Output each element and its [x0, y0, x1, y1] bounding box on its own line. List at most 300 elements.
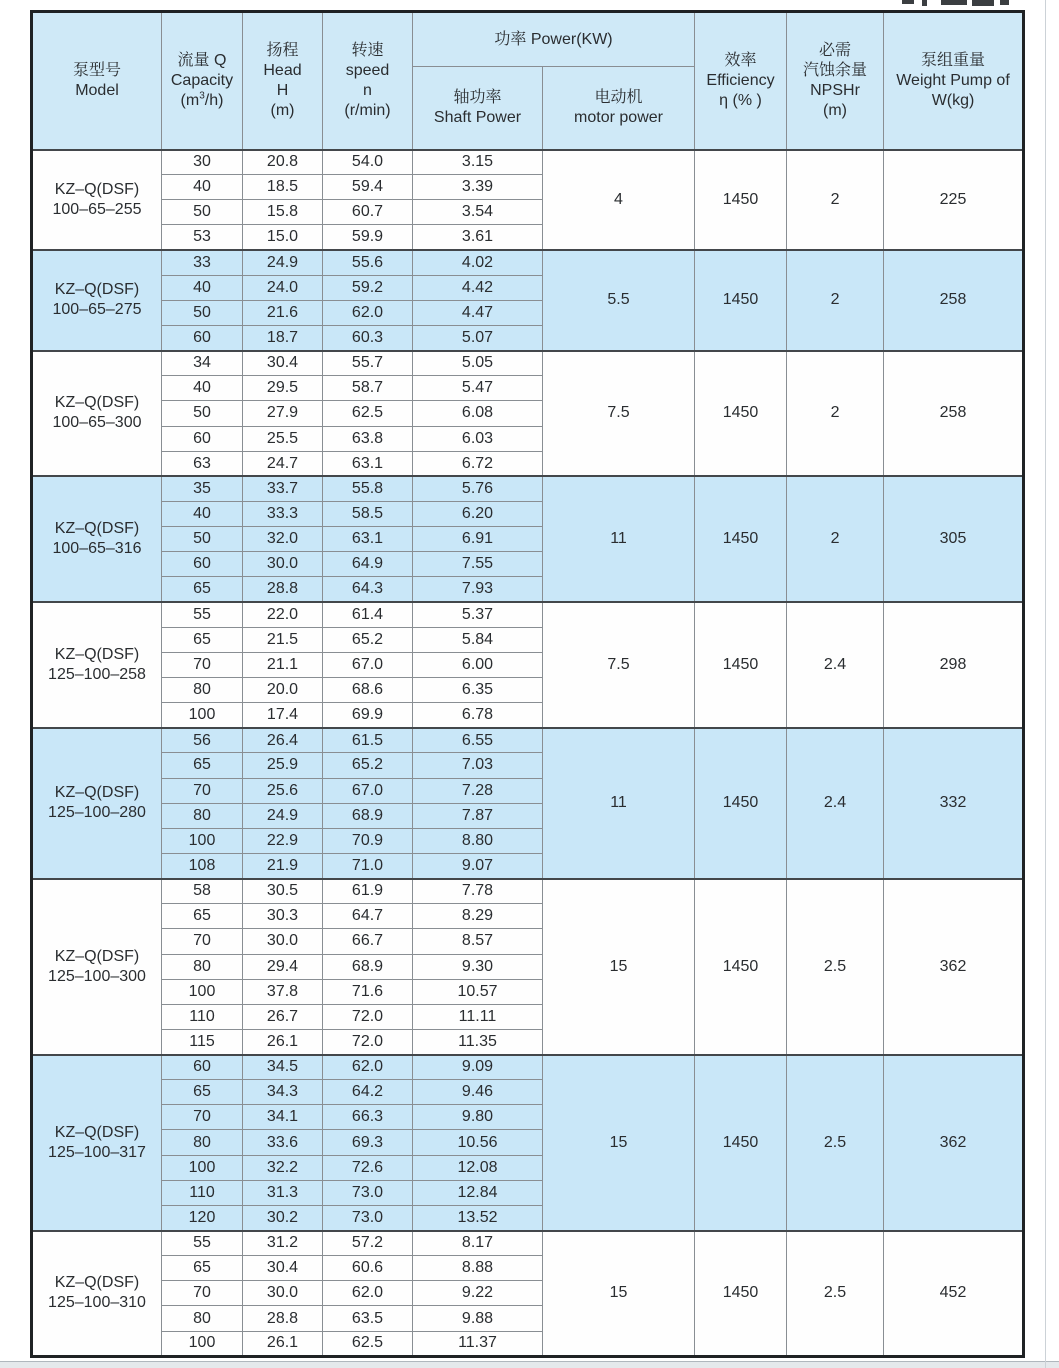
capacity-cell: 35 — [162, 476, 243, 501]
cropped-text-fragment — [902, 0, 1052, 8]
npshr-cell: 2 — [787, 476, 884, 602]
capacity-cell: 108 — [162, 853, 243, 878]
npshr-cell: 2.5 — [787, 1055, 884, 1231]
speed-cell: 71.6 — [323, 979, 413, 1004]
motor-power-cell: 15 — [543, 879, 695, 1055]
table-row — [32, 250, 1024, 275]
shaft-power-cell: 5.37 — [413, 602, 543, 627]
speed-cell: 58.7 — [323, 376, 413, 401]
head-cell: 30.0 — [243, 1281, 323, 1306]
shaft-power-cell: 6.35 — [413, 677, 543, 702]
model-line: 100–65–275 — [52, 301, 142, 319]
npshr-cell: 2.5 — [787, 1231, 884, 1357]
head-cell: 24.0 — [243, 275, 323, 300]
capacity-cell: 50 — [162, 401, 243, 426]
model-line: 125–100–258 — [48, 665, 146, 683]
shaft-power-cell: 6.03 — [413, 426, 543, 451]
head-cell: 31.3 — [243, 1180, 323, 1205]
shaft-power-cell: 8.17 — [413, 1231, 543, 1256]
capacity-cell: 34 — [162, 351, 243, 376]
npshr-cell: 2.4 — [787, 728, 884, 879]
col-header-weight-zh: 泵组重量 — [921, 51, 986, 69]
shaft-power-cell: 3.15 — [413, 150, 543, 175]
speed-cell: 65.2 — [323, 753, 413, 778]
capacity-cell: 65 — [162, 904, 243, 929]
speed-cell: 55.8 — [323, 476, 413, 501]
shaft-power-cell: 12.08 — [413, 1155, 543, 1180]
head-cell: 20.0 — [243, 677, 323, 702]
speed-cell: 69.9 — [323, 703, 413, 728]
page-bottom-strip — [0, 1361, 1059, 1368]
shaft-power-cell: 11.37 — [413, 1331, 543, 1356]
shaft-power-cell: 7.55 — [413, 552, 543, 577]
capacity-cell: 70 — [162, 778, 243, 803]
head-cell: 34.5 — [243, 1055, 323, 1080]
col-header-capacity-en: Capacity — [170, 71, 234, 89]
capacity-cell: 110 — [162, 1180, 243, 1205]
shaft-power-cell: 9.07 — [413, 853, 543, 878]
head-cell: 30.3 — [243, 904, 323, 929]
head-cell: 21.6 — [243, 300, 323, 325]
speed-cell: 61.4 — [323, 602, 413, 627]
speed-cell: 54.0 — [323, 150, 413, 175]
model-line: 125–100–310 — [48, 1294, 146, 1312]
table-row — [32, 351, 1024, 376]
capacity-cell: 58 — [162, 879, 243, 904]
efficiency-cell: 1450 — [695, 476, 787, 602]
head-cell: 37.8 — [243, 979, 323, 1004]
speed-cell: 61.9 — [323, 879, 413, 904]
weight-cell: 225 — [884, 150, 1024, 251]
speed-cell: 64.7 — [323, 904, 413, 929]
weight-cell: 452 — [884, 1231, 1024, 1357]
weight-cell: 362 — [884, 879, 1024, 1055]
head-cell: 17.4 — [243, 703, 323, 728]
capacity-cell: 100 — [162, 828, 243, 853]
head-cell: 18.7 — [243, 325, 323, 350]
col-header-power-group: 功率 Power(KW) — [413, 12, 695, 67]
shaft-power-cell: 7.03 — [413, 753, 543, 778]
capacity-cell: 80 — [162, 677, 243, 702]
npshr-cell: 2.4 — [787, 602, 884, 728]
capacity-cell: 70 — [162, 1281, 243, 1306]
shaft-power-cell: 7.28 — [413, 778, 543, 803]
motor-power-cell: 5.5 — [543, 250, 695, 351]
head-cell: 30.2 — [243, 1205, 323, 1230]
speed-cell: 69.3 — [323, 1130, 413, 1155]
capacity-cell: 100 — [162, 1331, 243, 1356]
capacity-cell: 65 — [162, 753, 243, 778]
col-header-efficiency-en: Efficiency — [706, 71, 775, 89]
speed-cell: 55.7 — [323, 351, 413, 376]
shaft-power-cell: 3.54 — [413, 200, 543, 225]
head-cell: 24.7 — [243, 451, 323, 476]
capacity-cell: 70 — [162, 1105, 243, 1130]
efficiency-cell: 1450 — [695, 1231, 787, 1357]
capacity-cell: 65 — [162, 577, 243, 602]
head-cell: 30.4 — [243, 351, 323, 376]
capacity-cell: 50 — [162, 527, 243, 552]
efficiency-cell: 1450 — [695, 728, 787, 879]
speed-cell: 59.4 — [323, 175, 413, 200]
speed-cell: 70.9 — [323, 828, 413, 853]
efficiency-cell: 1450 — [695, 602, 787, 728]
capacity-cell: 60 — [162, 426, 243, 451]
col-header-motor-en: motor power — [574, 108, 663, 126]
model-cell — [32, 351, 162, 477]
capacity-cell: 30 — [162, 150, 243, 175]
table-row — [32, 150, 1024, 175]
col-header-speed-symbol: n — [363, 81, 372, 99]
capacity-cell: 40 — [162, 175, 243, 200]
model-cell — [32, 1055, 162, 1231]
speed-cell: 64.2 — [323, 1080, 413, 1105]
speed-cell: 72.0 — [323, 1004, 413, 1029]
shaft-power-cell: 6.55 — [413, 728, 543, 753]
shaft-power-cell: 5.76 — [413, 476, 543, 501]
capacity-cell: 40 — [162, 376, 243, 401]
head-cell: 33.3 — [243, 501, 323, 526]
head-cell: 33.7 — [243, 476, 323, 501]
head-cell: 34.3 — [243, 1080, 323, 1105]
efficiency-cell: 1450 — [695, 250, 787, 351]
capacity-cell: 65 — [162, 1080, 243, 1105]
capacity-cell: 100 — [162, 979, 243, 1004]
model-line: KZ–Q(DSF) — [54, 394, 140, 412]
table-header — [32, 12, 1024, 150]
col-header-model-zh: 泵型号 — [72, 61, 121, 79]
weight-cell: 258 — [884, 250, 1024, 351]
capacity-cell: 50 — [162, 300, 243, 325]
speed-cell: 66.7 — [323, 929, 413, 954]
capacity-cell: 100 — [162, 1155, 243, 1180]
capacity-cell: 55 — [162, 1231, 243, 1256]
head-cell: 33.6 — [243, 1130, 323, 1155]
shaft-power-cell: 4.02 — [413, 250, 543, 275]
shaft-power-cell: 9.80 — [413, 1105, 543, 1130]
col-header-speed — [323, 12, 413, 150]
head-cell: 26.4 — [243, 728, 323, 753]
efficiency-cell: 1450 — [695, 879, 787, 1055]
col-header-shaft-zh: 轴功率 — [453, 88, 502, 106]
head-cell: 18.5 — [243, 175, 323, 200]
shaft-power-cell: 7.93 — [413, 577, 543, 602]
capacity-cell: 60 — [162, 1055, 243, 1080]
model-line: 100–65–255 — [52, 200, 142, 218]
head-cell: 27.9 — [243, 401, 323, 426]
col-header-capacity — [162, 12, 243, 150]
capacity-cell: 110 — [162, 1004, 243, 1029]
shaft-power-cell: 10.57 — [413, 979, 543, 1004]
capacity-cell: 80 — [162, 1130, 243, 1155]
efficiency-cell: 1450 — [695, 150, 787, 251]
model-line: KZ–Q(DSF) — [54, 1123, 140, 1141]
shaft-power-cell: 6.20 — [413, 501, 543, 526]
col-header-npshr-unit: (m) — [823, 101, 847, 119]
speed-cell: 71.0 — [323, 853, 413, 878]
model-line: KZ–Q(DSF) — [54, 180, 140, 198]
col-header-motor-zh: 电动机 — [594, 88, 643, 106]
capacity-cell: 63 — [162, 451, 243, 476]
table-row — [32, 476, 1024, 501]
speed-cell: 66.3 — [323, 1105, 413, 1130]
shaft-power-cell: 7.87 — [413, 803, 543, 828]
col-header-speed-zh: 转速 — [351, 41, 384, 59]
head-cell: 26.1 — [243, 1331, 323, 1356]
motor-power-cell: 7.5 — [543, 351, 695, 477]
motor-power-cell: 11 — [543, 728, 695, 879]
col-header-npshr-zh2: 汽蚀余量 — [803, 61, 868, 79]
head-cell: 21.5 — [243, 627, 323, 652]
speed-cell: 73.0 — [323, 1205, 413, 1230]
capacity-cell: 120 — [162, 1205, 243, 1230]
shaft-power-cell: 9.46 — [413, 1080, 543, 1105]
col-header-speed-en: speed — [345, 61, 390, 79]
col-header-shaft-en: Shaft Power — [433, 108, 522, 126]
model-cell — [32, 250, 162, 351]
npshr-cell: 2 — [787, 150, 884, 251]
head-cell: 31.2 — [243, 1231, 323, 1256]
col-header-model — [32, 12, 162, 150]
capacity-cell: 40 — [162, 501, 243, 526]
head-cell: 21.9 — [243, 853, 323, 878]
model-line: KZ–Q(DSF) — [54, 784, 140, 802]
model-line: 125–100–280 — [48, 804, 146, 822]
col-header-head-symbol: H — [276, 81, 289, 99]
head-cell: 25.9 — [243, 753, 323, 778]
speed-cell: 55.6 — [323, 250, 413, 275]
col-header-motor-power — [543, 67, 695, 150]
col-header-speed-unit: (r/min) — [344, 101, 391, 119]
capacity-cell: 65 — [162, 1256, 243, 1281]
model-cell — [32, 476, 162, 602]
shaft-power-cell: 12.84 — [413, 1180, 543, 1205]
head-cell: 29.4 — [243, 954, 323, 979]
table-body — [32, 150, 1024, 1357]
motor-power-cell: 11 — [543, 476, 695, 602]
speed-cell: 62.0 — [323, 1055, 413, 1080]
model-line: KZ–Q(DSF) — [54, 520, 140, 538]
npshr-cell: 2 — [787, 250, 884, 351]
shaft-power-cell: 6.78 — [413, 703, 543, 728]
model-line: KZ–Q(DSF) — [54, 281, 140, 299]
shaft-power-cell: 6.00 — [413, 652, 543, 677]
speed-cell: 63.1 — [323, 527, 413, 552]
capacity-cell: 100 — [162, 703, 243, 728]
weight-cell: 258 — [884, 351, 1024, 477]
shaft-power-cell: 13.52 — [413, 1205, 543, 1230]
speed-cell: 60.3 — [323, 325, 413, 350]
col-header-efficiency-unit: η (% ) — [719, 91, 762, 109]
weight-cell: 362 — [884, 1055, 1024, 1231]
model-line: KZ–Q(DSF) — [54, 947, 140, 965]
shaft-power-cell: 6.72 — [413, 451, 543, 476]
model-cell — [32, 728, 162, 879]
speed-cell: 68.6 — [323, 677, 413, 702]
speed-cell: 61.5 — [323, 728, 413, 753]
col-header-head — [243, 12, 323, 150]
pump-spec-table — [30, 10, 1025, 1358]
shaft-power-cell: 6.08 — [413, 401, 543, 426]
head-cell: 20.8 — [243, 150, 323, 175]
shaft-power-cell: 6.91 — [413, 527, 543, 552]
capacity-cell: 80 — [162, 803, 243, 828]
head-cell: 22.9 — [243, 828, 323, 853]
shaft-power-cell: 7.78 — [413, 879, 543, 904]
capacity-cell: 40 — [162, 275, 243, 300]
speed-cell: 59.9 — [323, 225, 413, 250]
speed-cell: 59.2 — [323, 275, 413, 300]
shaft-power-cell: 9.30 — [413, 954, 543, 979]
col-header-shaft-power — [413, 67, 543, 150]
col-header-weight-en: Weight Pump of — [896, 71, 1010, 89]
col-header-capacity-zh: 流量 Q — [177, 51, 227, 69]
head-cell: 25.5 — [243, 426, 323, 451]
col-header-capacity-unit: $(m^3/h)$ — [180, 90, 224, 109]
model-line: KZ–Q(DSF) — [54, 1274, 140, 1292]
head-cell: 32.0 — [243, 527, 323, 552]
weight-cell: 305 — [884, 476, 1024, 602]
model-cell — [32, 150, 162, 251]
efficiency-cell: 1450 — [695, 351, 787, 477]
shaft-power-cell: 9.88 — [413, 1306, 543, 1331]
motor-power-cell: 7.5 — [543, 602, 695, 728]
speed-cell: 64.3 — [323, 577, 413, 602]
shaft-power-cell: 4.42 — [413, 275, 543, 300]
shaft-power-cell: 3.61 — [413, 225, 543, 250]
shaft-power-cell: 8.88 — [413, 1256, 543, 1281]
speed-cell: 63.8 — [323, 426, 413, 451]
head-cell: 22.0 — [243, 602, 323, 627]
speed-cell: 62.0 — [323, 300, 413, 325]
table-row — [32, 1231, 1024, 1256]
speed-cell: 72.6 — [323, 1155, 413, 1180]
speed-cell: 67.0 — [323, 778, 413, 803]
col-header-weight — [884, 12, 1024, 150]
efficiency-cell: 1450 — [695, 1055, 787, 1231]
shaft-power-cell: 11.11 — [413, 1004, 543, 1029]
capacity-cell: 53 — [162, 225, 243, 250]
shaft-power-cell: 5.84 — [413, 627, 543, 652]
capacity-cell: 65 — [162, 627, 243, 652]
npshr-cell: 2 — [787, 351, 884, 477]
capacity-cell: 60 — [162, 552, 243, 577]
shaft-power-cell: 5.47 — [413, 376, 543, 401]
shaft-power-cell: 8.80 — [413, 828, 543, 853]
speed-cell: 60.6 — [323, 1256, 413, 1281]
shaft-power-cell: 9.22 — [413, 1281, 543, 1306]
head-cell: 24.9 — [243, 250, 323, 275]
col-header-npshr — [787, 12, 884, 150]
model-line: 125–100–300 — [48, 967, 146, 985]
table-row — [32, 602, 1024, 627]
page-edge-artifact — [1045, 0, 1046, 1368]
motor-power-cell: 15 — [543, 1231, 695, 1357]
capacity-cell: 70 — [162, 929, 243, 954]
table-row — [32, 728, 1024, 753]
model-cell — [32, 602, 162, 728]
model-line: KZ–Q(DSF) — [54, 645, 140, 663]
capacity-cell: 80 — [162, 954, 243, 979]
weight-cell: 298 — [884, 602, 1024, 728]
col-header-efficiency-zh: 效率 — [724, 51, 757, 69]
speed-cell: 62.5 — [323, 401, 413, 426]
col-header-weight-unit: W(kg) — [931, 91, 975, 109]
head-cell: 26.1 — [243, 1029, 323, 1054]
speed-cell: 68.9 — [323, 803, 413, 828]
table-row — [32, 1055, 1024, 1080]
col-header-head-en: Head — [263, 61, 302, 79]
speed-cell: 62.5 — [323, 1331, 413, 1356]
speed-cell: 63.5 — [323, 1306, 413, 1331]
col-header-efficiency — [695, 12, 787, 150]
head-cell: 21.1 — [243, 652, 323, 677]
speed-cell: 65.2 — [323, 627, 413, 652]
model-line: 100–65–316 — [52, 540, 142, 558]
capacity-cell: 33 — [162, 250, 243, 275]
model-cell — [32, 1231, 162, 1357]
speed-cell: 67.0 — [323, 652, 413, 677]
speed-cell: 73.0 — [323, 1180, 413, 1205]
head-cell: 25.6 — [243, 778, 323, 803]
col-header-head-zh: 扬程 — [266, 41, 299, 59]
head-cell: 24.9 — [243, 803, 323, 828]
shaft-power-cell: 5.05 — [413, 351, 543, 376]
head-cell: 29.5 — [243, 376, 323, 401]
head-cell: 15.8 — [243, 200, 323, 225]
motor-power-cell: 15 — [543, 1055, 695, 1231]
shaft-power-cell: 3.39 — [413, 175, 543, 200]
speed-cell: 58.5 — [323, 501, 413, 526]
head-cell: 26.7 — [243, 1004, 323, 1029]
speed-cell: 57.2 — [323, 1231, 413, 1256]
speed-cell: 72.0 — [323, 1029, 413, 1054]
head-cell: 28.8 — [243, 1306, 323, 1331]
capacity-cell: 55 — [162, 602, 243, 627]
col-header-npshr-en: NPSHr — [810, 81, 860, 99]
shaft-power-cell: 4.47 — [413, 300, 543, 325]
head-cell: 34.1 — [243, 1105, 323, 1130]
head-cell: 30.0 — [243, 929, 323, 954]
shaft-power-cell: 8.57 — [413, 929, 543, 954]
col-header-model-en: Model — [75, 81, 119, 99]
shaft-power-cell: 10.56 — [413, 1130, 543, 1155]
shaft-power-cell: 9.09 — [413, 1055, 543, 1080]
shaft-power-cell: 5.07 — [413, 325, 543, 350]
motor-power-cell: 4 — [543, 150, 695, 251]
head-cell: 30.4 — [243, 1256, 323, 1281]
capacity-cell: 80 — [162, 1306, 243, 1331]
speed-cell: 64.9 — [323, 552, 413, 577]
shaft-power-cell: 8.29 — [413, 904, 543, 929]
capacity-cell: 50 — [162, 200, 243, 225]
model-line: 125–100–317 — [48, 1143, 146, 1161]
speed-cell: 60.7 — [323, 200, 413, 225]
head-cell: 32.2 — [243, 1155, 323, 1180]
head-cell: 30.5 — [243, 879, 323, 904]
col-header-head-unit: (m) — [270, 101, 295, 119]
speed-cell: 68.9 — [323, 954, 413, 979]
model-cell — [32, 879, 162, 1055]
shaft-power-cell: 11.35 — [413, 1029, 543, 1054]
speed-cell: 63.1 — [323, 451, 413, 476]
speed-cell: 62.0 — [323, 1281, 413, 1306]
table-row — [32, 879, 1024, 904]
npshr-cell: 2.5 — [787, 879, 884, 1055]
col-header-npshr-zh1: 必需 — [819, 41, 852, 59]
capacity-cell: 115 — [162, 1029, 243, 1054]
head-cell: 15.0 — [243, 225, 323, 250]
